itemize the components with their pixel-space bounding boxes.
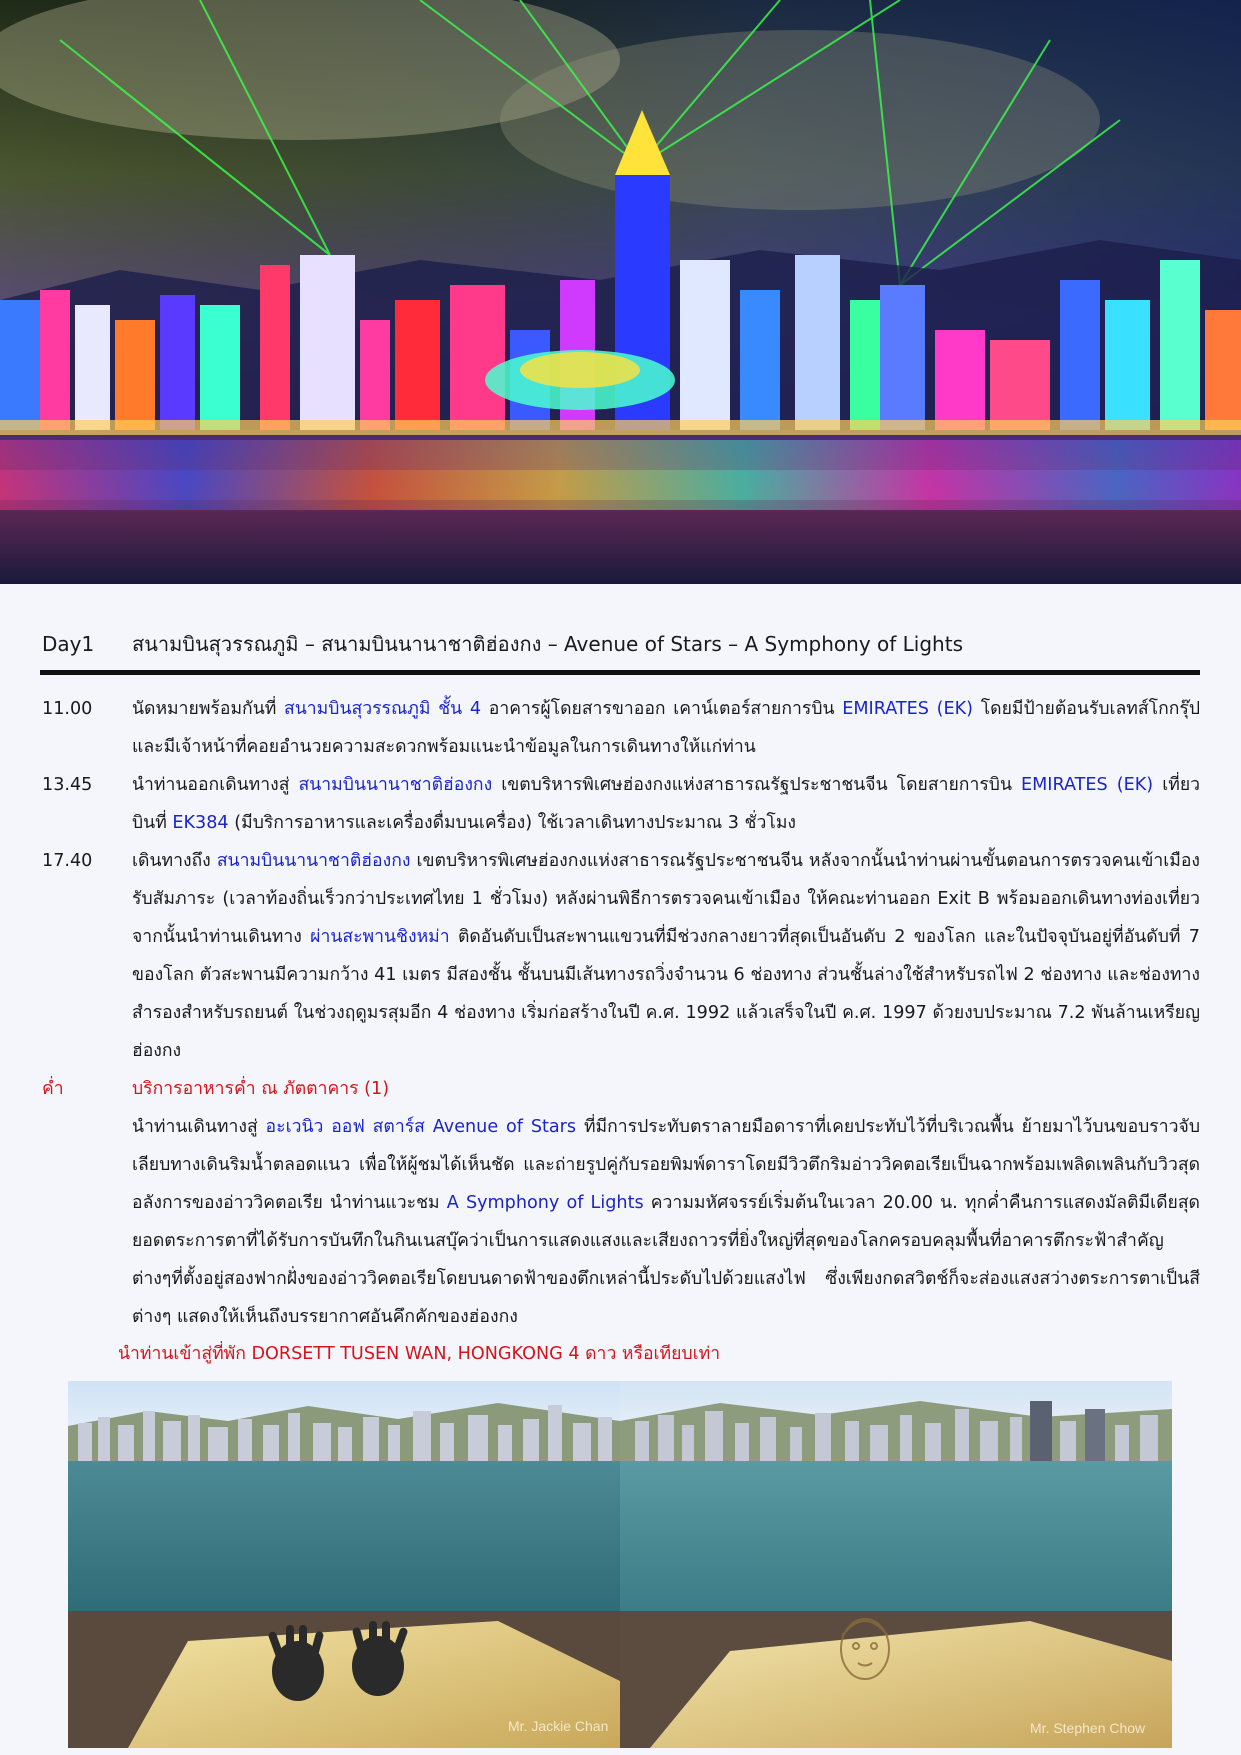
header-divider: [40, 670, 1200, 675]
schedule: [42, 690, 1200, 1336]
hong-kong-night-skyline: [0, 0, 1241, 584]
schedule-row-evening: [42, 1108, 1200, 1336]
schedule-time: ค่ำ: [42, 1079, 64, 1099]
schedule-time: 17.40: [42, 851, 93, 871]
day-label: Day1: [42, 632, 95, 656]
schedule-description: นำท่านเดินทางสู่ อะเวนิว ออฟ สตาร์ส Avenue of Stars ที่มีการประทับตราลายมือดาราที่เคยประทับไว้ที่บริเวณพื้น ย้ายมาไว้บนขอบราวจับเลียบทางเดินริมน้ำตลอดแนว เพื่อให้ผู้ชมได้เห็นชัด และถ่ายรูปคู่กับรอยพิมพ์ดาราโดยมีวิวตึกริมอ่าววิคตอเรียเป็นฉากพร้อมเพลิดเพลินกับวิวสุดอลังการของอ่าววิคตอเรีย นำท่านแวะชม A Symphony of Lights ความมหัศจรรย์เริ่มต้นในเวลา 20.00 น. ทุกค่ำคืนการแสดงมัลติมีเดียสุดยอดตระการตาที่ได้รับการบันทึกในกินเนสบุ๊คว่าเป็นการแสดงแสงและเสียงถาวรที่ยิ่งใหญ่ที่สุดของโลกครอบคลุมพื้นที่อาคารตึกระฟ้าสำคัญต่างๆที่ตั้งอยู่สองฟากฝั่งของอ่าววิคตอเรียโดยบนดาดฟ้าของตึกเหล่านี้ประดับไปด้วยแสงไฟ ซึ่งเพียงกดสวิตช์ก็จะส่องแสงสว่างตระการตาเป็นสีต่างๆ แสดงให้เห็นถึงบรรยากาศอันคึกคักของฮ่องกง: [132, 1117, 1200, 1327]
schedule-time: 13.45: [42, 775, 93, 795]
schedule-time: [42, 1108, 132, 1336]
day-title: สนามบินสุวรรณภูมิ – สนามบินนานาชาติฮ่องกง – Avenue of Stars – A Symphony of Lights: [132, 632, 963, 656]
schedule-time: 11.00: [42, 699, 93, 719]
hero-image: [0, 0, 1241, 584]
schedule-row-dinner: [42, 1070, 1200, 1108]
schedule-description: นัดหมายพร้อมกันที่ สนามบินสุวรรณภูมิ ชั้น 4 อาคารผู้โดยสารขาออก เคาน์เตอร์สายการบิน EMIRATES (EK) โดยมีป้ายต้อนรับเลทส์โกกรุ๊ป และมีเจ้าหน้าที่คอยอำนวยความสะดวกพร้อมแนะนำข้อมูลในการเดินทางให้แก่ท่าน: [132, 699, 1200, 757]
schedule-description: นำท่านออกเดินทางสู่ สนามบินนานาชาติฮ่องกง เขตบริหารพิเศษฮ่องกงแห่งสาธารณรัฐประชาชนจีน โดยสายการบิน EMIRATES (EK) เที่ยวบินที่ EK384 (มีบริการอาหารและเครื่องดื่มบนเครื่อง) ใช้เวลาเดินทางประมาณ 3 ชั่วโมง: [132, 775, 1201, 833]
plaque-name-right: Mr. Stephen Chow: [1030, 1720, 1146, 1736]
day-header: [42, 628, 1200, 660]
handprint-plaque-image: [68, 1381, 620, 1748]
avenue-of-stars-photo-left: [68, 1381, 620, 1748]
plaque-name-left: Mr. Jackie Chan: [508, 1718, 609, 1734]
avenue-of-stars-photo-right: [620, 1381, 1172, 1748]
schedule-row-1100: [42, 690, 1200, 766]
photo-strip: [68, 1381, 1172, 1748]
hotel-note: นำท่านเข้าสู่ที่พัก DORSETT TUSEN WAN, HONGKONG 4 ดาว หรือเทียบเท่า: [118, 1344, 721, 1364]
meal-note: บริการอาหารค่ำ ณ ภัตตาคาร (1): [132, 1079, 390, 1099]
schedule-row-1345: [42, 766, 1200, 842]
portrait-plaque-image: [620, 1381, 1172, 1748]
schedule-description: เดินทางถึง สนามบินนานาชาติฮ่องกง เขตบริหารพิเศษฮ่องกงแห่งสาธารณรัฐประชาชนจีน หลังจากนั้นนำท่านผ่านขั้นตอนการตรวจคนเข้าเมือง รับสัมภาระ (เวลาท้องถิ่นเร็วกว่าประเทศไทย 1 ชั่วโมง) หลังผ่านพิธีการตรวจคนเข้าเมือง ให้คณะท่านออก Exit B พร้อมออกเดินทางท่องเที่ยว จากนั้นนำท่านเดินทาง ผ่านสะพานชิงหม่า ติดอันดับเป็นสะพานแขวนที่มีช่วงกลางยาวที่สุดเป็นอันดับ 2 ของโลก และในปัจจุบันอยู่ที่อันดับที่ 7 ของโลก ตัวสะพานมีความกว้าง 41 เมตร มีสองชั้น ชั้นบนมีเส้นทางรถวิ่งจำนวน 6 ช่องทาง ส่วนชั้นล่างใช้สำหรับรถไฟ 2 ช่องทาง และช่องทางสำรองสำหรับรถยนต์ ในช่วงฤดูมรสุมอีก 4 ช่องทาง เริ่มก่อสร้างในปี ค.ศ. 1992 แล้วเสร็จในปี ค.ศ. 1997 ด้วยงบประมาณ 7.2 พันล้านเหรียญฮ่องกง: [132, 851, 1201, 1061]
schedule-row-1740: [42, 842, 1200, 1070]
